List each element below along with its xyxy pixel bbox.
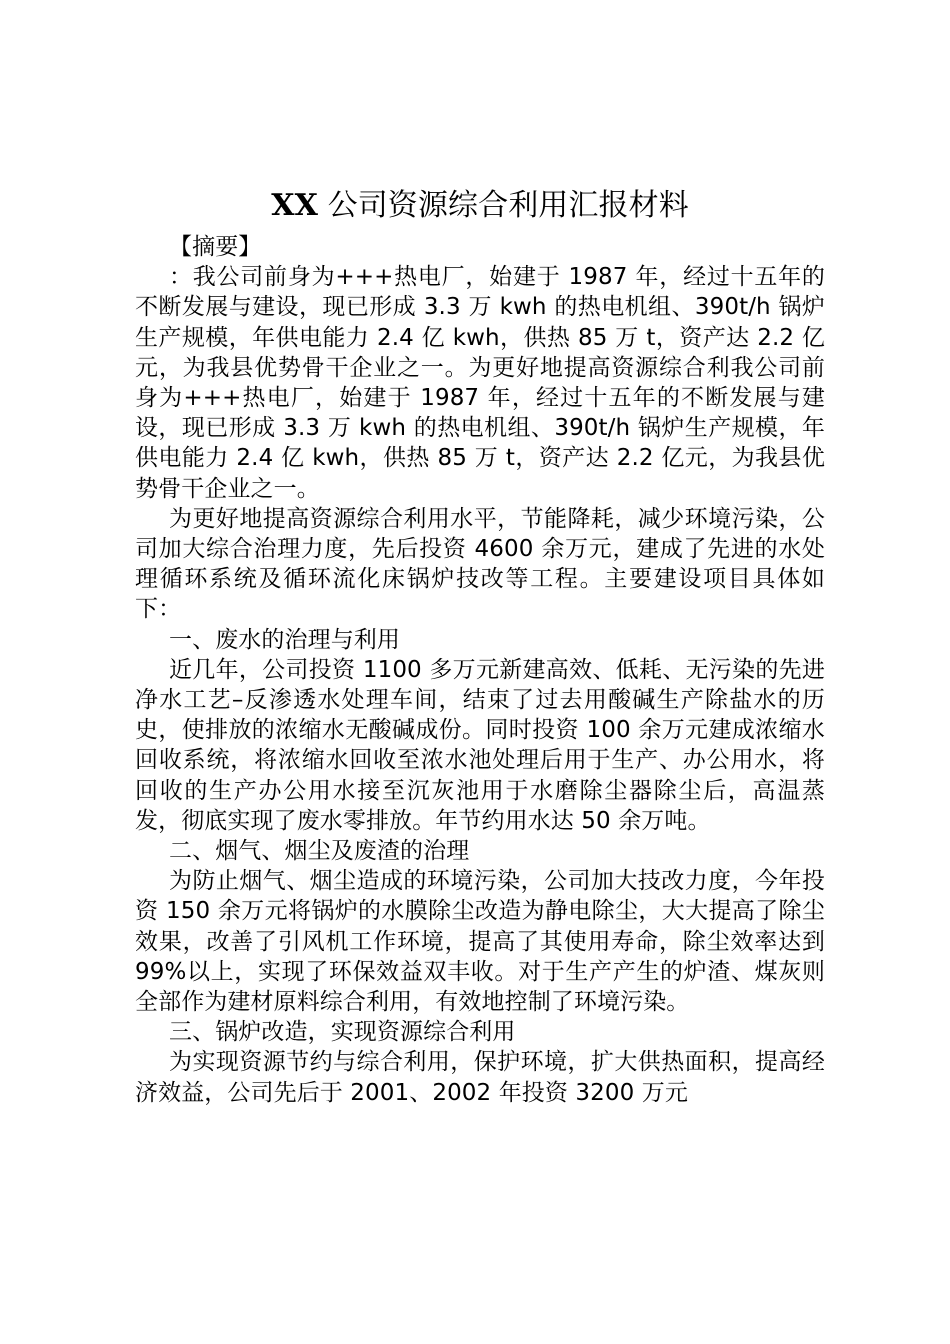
section-heading-flue-gas: 二、烟气、烟尘及废渣的治理 — [169, 838, 470, 865]
title-prefix: XX — [271, 188, 318, 223]
section-heading-boiler: 三、锅炉改造，实现资源综合利用 — [169, 1019, 516, 1046]
section-heading-wastewater: 一、废水的治理与利用 — [169, 626, 400, 653]
paragraph-boiler: 为实现资源节约与综合利用，保护环境，扩大供热面积，提高经济效益，公司先后于 2001、2002 年投资 3200 万元 — [135, 1049, 825, 1106]
title-main: 公司资源综合利用汇报材料 — [327, 188, 689, 223]
paragraph-flue-gas: 为防止烟气、烟尘造成的环境污染，公司加大技改力度，今年投资 150 余万元将锅炉的水膜除尘改造为静电除尘，大大提高了除尘效果，改善了引风机工作环境，提高了其使用寿命，除尘效率达到 99%以上，实现了环保效益双丰收。对于生产产生的炉渣、煤灰则全部作为建材原料综合利用，有效地控制了环境污染。 — [135, 868, 825, 1016]
document-page — [135, 186, 825, 1108]
paragraph-intro: ：我公司前身为+++热电厂，始建于 1987 年，经过十五年的不断发展与建设，现已形成 3.3 万 kwh 的热电机组、390t/h 锅炉生产规模，年供电能力 2.4 亿 kwh，供热 85 万 t，资产达 2.2 亿元，为我县优势骨干企业之一。为更好地提高资源综合利我公司前身为+++热电厂，始建于 1987 年，经过十五年的不断发展与建设，现已形成 3.3 万 kwh 的热电机组、390t/h 锅炉生产规模，年供电能力 2.4 亿 kwh，供热 85 万 t，资产达 2.2 亿元，为我县优势骨干企业之一。 — [135, 264, 825, 502]
paragraph-wastewater: 近几年，公司投资 1100 多万元新建高效、低耗、无污染的先进净水工艺–反渗透水处理车间，结束了过去用酸碱生产除盐水的历史，使排放的浓缩水无酸碱成份。同时投资 100 余万元建成浓缩水回收系统，将浓缩水回收至浓水池处理后用于生产、办公用水，将回收的生产办公用水接至沉灰池用于水磨除尘器除尘后，高温蒸发，彻底实现了废水零排放。年节约用水达 50 余万吨。 — [135, 656, 825, 834]
document-title — [135, 186, 825, 226]
paragraph-investment: 为更好地提高资源综合利用水平，节能降耗，减少环境污染，公司加大综合治理力度，先后投资 4600 余万元，建成了先进的水处理循环系统及循环流化床锅炉技改等工程。主要建设项目具体如下： — [135, 505, 825, 623]
abstract-label: 【摘要】 — [169, 234, 262, 260]
